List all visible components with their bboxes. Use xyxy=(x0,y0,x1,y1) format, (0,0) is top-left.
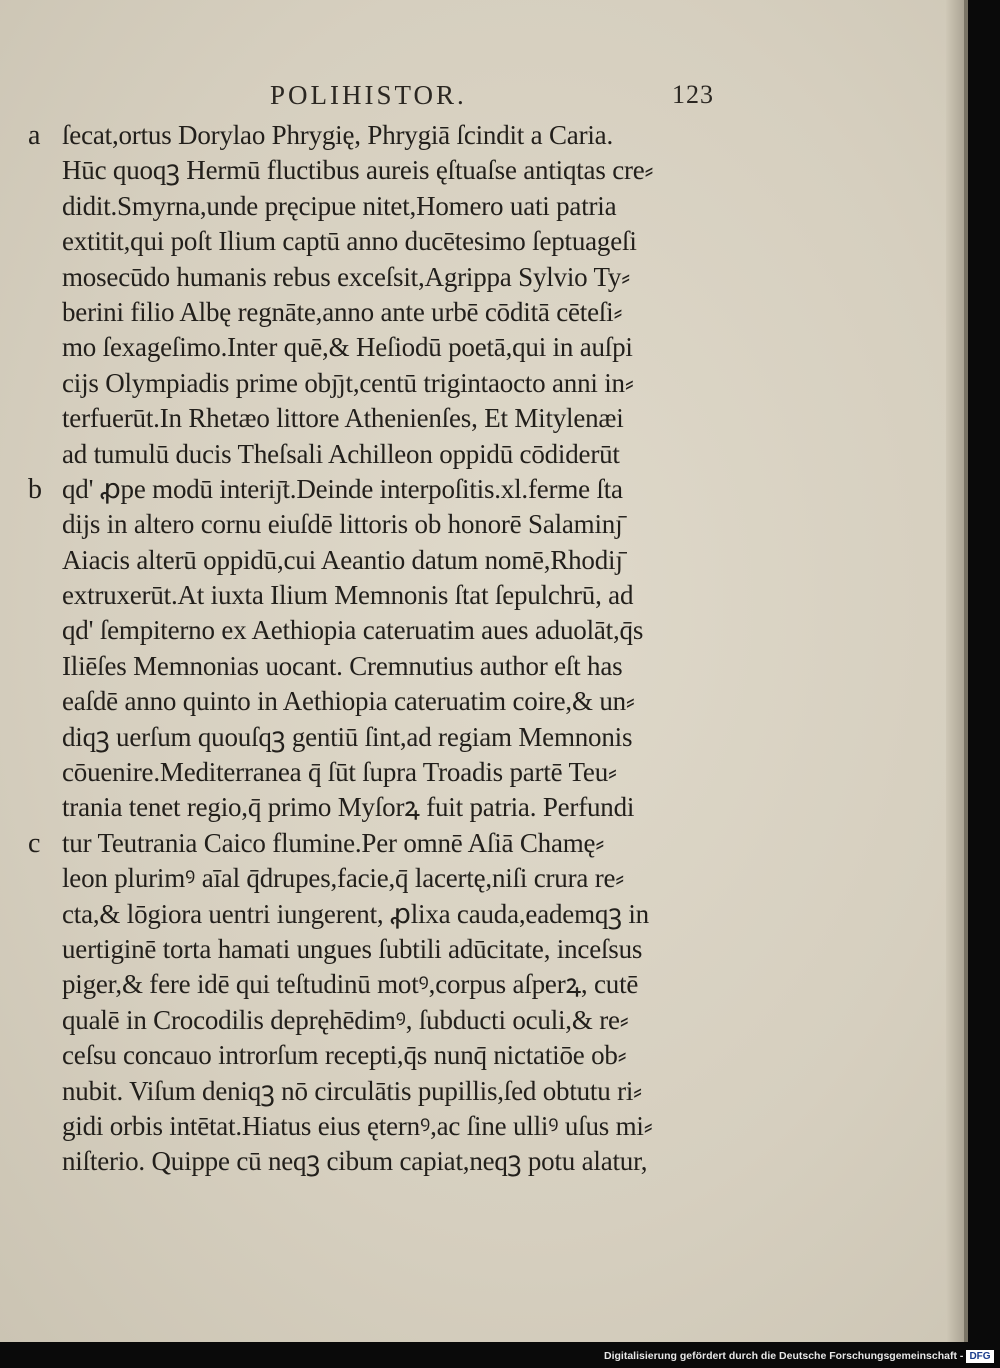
text-line xyxy=(62,295,782,330)
line-text: diqꝫ uerſum quouſqꝫ gentiū ſint,ad regiam Memnonis xyxy=(62,721,633,752)
line-text: extitit,qui poſt Ilium captū anno ducētesimo ſeptuageſi xyxy=(62,226,637,257)
text-line xyxy=(62,507,782,542)
text-line xyxy=(62,1109,782,1144)
text-line xyxy=(62,684,782,719)
line-text: niſterio. Quippe cū neqꝫ cibum capiat,neqꝫ potu alatur, xyxy=(62,1146,648,1177)
line-text: extruxerūt.At iuxta Ilium Memnonis ſtat ſepulchrū, ad xyxy=(62,580,634,611)
line-text: uertiginē torta hamati ungues ſubtili adūcitate, inceſsus xyxy=(62,933,643,964)
text-line xyxy=(28,118,782,153)
text-line xyxy=(28,826,782,861)
text-line xyxy=(62,401,782,436)
line-text: Iliēſes Memnonias uocant. Cremnutius author eſt has xyxy=(62,650,623,681)
text-line xyxy=(62,437,782,472)
running-head: POLIHISTOR. xyxy=(270,80,467,110)
line-text: tur Teutrania Caico flumine.Per omnē Aſiā Chamę⸗ xyxy=(62,827,605,858)
line-text: nubit. Viſum deniqꝫ nō circulātis pupillis,ſed obtutu ri⸗ xyxy=(62,1075,642,1106)
text-line xyxy=(62,189,782,224)
line-text: leon plurimꝰ aīal q̄drupes,facie,q̄ lacertę,niſi crura re⸗ xyxy=(62,863,625,894)
text-line xyxy=(62,1038,782,1073)
line-text: cōuenire.Mediterranea q̄ ſūt ſupra Troadis partē Teu⸗ xyxy=(62,757,617,788)
margin-marker: b xyxy=(28,473,42,505)
text-line xyxy=(62,578,782,613)
line-text: qd' ꝓpe modū interiȷ̄t.Deinde interpoſitis.xl.ferme ſta xyxy=(62,473,623,504)
line-text: terfuerūt.In Rhetæo littore Athenienſes, Et Mitylenæi xyxy=(62,403,624,434)
text-line xyxy=(62,1003,782,1038)
text-line xyxy=(62,967,782,1002)
line-text: qd' ſempiterno ex Aethiopia cateruatim aues aduolāt,q̄s xyxy=(62,615,644,646)
text-block xyxy=(28,118,782,1180)
page-number: 123 xyxy=(672,80,714,109)
page-edge xyxy=(946,0,964,1342)
line-text: trania tenet regio,q̄ primo Myſorꝝ fuit patria. Perfundi xyxy=(62,792,635,823)
line-text: gidi orbis intētat.Hiatus eius ęternꝰ,ac ſine ulliꝰ uſus mi⸗ xyxy=(62,1110,653,1141)
text-line xyxy=(62,649,782,684)
margin-marker: a xyxy=(28,120,41,151)
text-line xyxy=(62,224,782,259)
text-line xyxy=(62,543,782,578)
line-text: eaſdē anno quinto in Aethiopia cateruatim coire,& un⸗ xyxy=(62,686,635,717)
line-text: mo ſexageſimo.Inter quē,& Heſiodū poetā,qui in auſpi xyxy=(62,332,633,363)
dfg-logo: DFG xyxy=(966,1350,994,1363)
line-text: diјs in altero cornu eiuſdē littoris ob honorē Salaminȷ̄ xyxy=(62,509,623,540)
text-line xyxy=(62,790,782,825)
text-line xyxy=(62,1144,782,1179)
line-text: qualē in Crocodilis depręhēdimꝰ, ſubducti oculi,& re⸗ xyxy=(62,1004,629,1035)
text-line xyxy=(62,613,782,648)
line-text: ſecat,ortus Dorylao Phrygię, Phrygiā ſcindit a Caria. xyxy=(62,120,614,150)
text-line xyxy=(62,1074,782,1109)
text-line xyxy=(62,153,782,188)
line-text: piger,& fere idē qui teſtudinū motꝰ,corpus aſperꝝ, cutē xyxy=(62,969,639,1000)
text-line xyxy=(62,260,782,295)
text-line xyxy=(62,897,782,932)
text-line xyxy=(62,330,782,365)
line-text: ad tumulū ducis Theſsali Achilleon oppidū cōdiderūt xyxy=(62,438,620,469)
text-line xyxy=(62,755,782,790)
line-text: ciјs Olympiadis prime obȷ̄ȷt,centū trigintaocto anni in⸗ xyxy=(62,367,634,398)
line-text: berini filio Albę regnāte,anno ante urbē cōditā cēteſi⸗ xyxy=(62,296,623,327)
text-line xyxy=(62,366,782,401)
text-line xyxy=(62,861,782,896)
line-text: didit.Smyrna,unde pręcipue nitet,Homero uati patria xyxy=(62,190,617,221)
digitization-credit: Digitalisierung gefördert durch die Deutsche Forschungsgemeinschaft - xyxy=(604,1350,964,1362)
line-text: Aiacis alterū oppidū,cui Aeantio datum nomē,Rhodiȷ̄ xyxy=(62,544,623,575)
line-text: mosecūdo humanis rebus exceſsit,Agrippa Sylvio Ty⸗ xyxy=(62,261,631,292)
line-text: ceſsu concauo introrſum recepti,q̄s nunq̄ nictatiōe ob⸗ xyxy=(62,1040,627,1071)
line-text: Hūc quoqꝫ Hermū fluctibus aureis ęſtuaſse antiqtas cre⸗ xyxy=(62,155,654,186)
text-line xyxy=(28,472,782,507)
text-line xyxy=(62,932,782,967)
margin-marker: c xyxy=(28,827,41,859)
line-text: cta,& lōgiora uentri iungerent, ꝓlixa cauda,eademqꝫ in xyxy=(62,898,649,929)
text-line xyxy=(62,720,782,755)
